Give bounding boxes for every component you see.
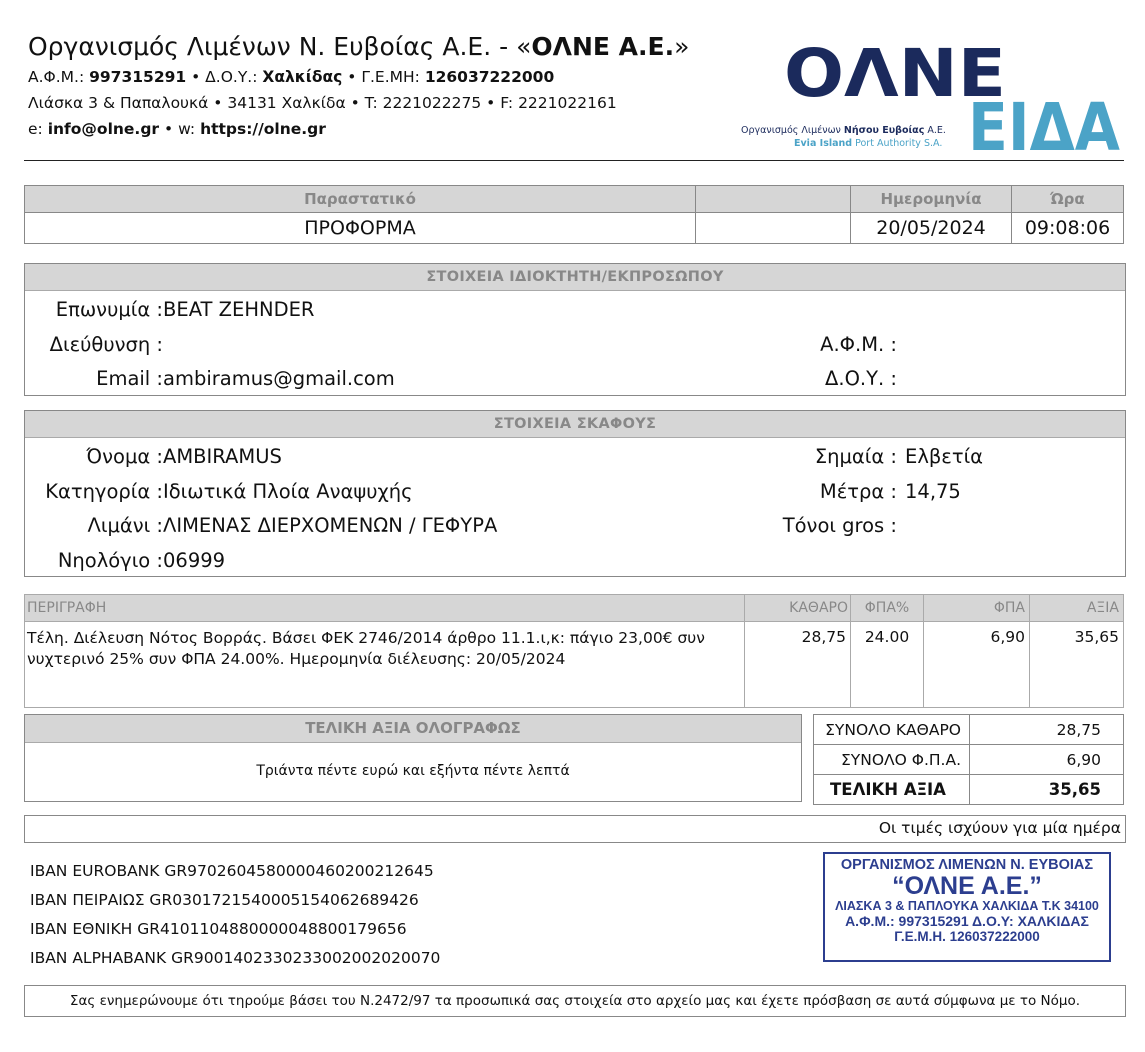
col-document-header: Παραστατικό: [25, 186, 696, 213]
header-divider: [24, 160, 1124, 161]
company-name: Οργανισμός Λιμένων Ν. Ευβοίας Α.Ε. - «ΟΛΝΕ Α.Ε.»: [28, 32, 690, 61]
vessel-port: ΛΙΜΕΝΑΣ ΔΙΕΡΧΟΜΕΝΩΝ / ΓΕΦΥΡΑ: [163, 514, 498, 537]
total-net: 28,75: [970, 715, 1124, 745]
company-header: [28, 30, 748, 142]
item-value: 35,65: [1030, 622, 1124, 708]
company-stamp: [823, 852, 1111, 962]
owner-name-label: Επωνυμία :: [55, 298, 163, 321]
stamp-line-2: “ΟΛΝΕ Α.Ε.”: [892, 872, 1042, 900]
document-type: ΠΡΟΦΟΡΜΑ: [25, 213, 696, 244]
owner-email: ambiramus@gmail.com: [163, 367, 395, 390]
item-description: Τέλη. Διέλευση Νότος Βορράς. Βάσει ΦΕΚ 2746/2014 άρθρο 11.1.ι,κ: πάγιο 23,00€ συν νυχτερινό 25% συν ΦΠΑ 24.00%. Ημερομηνία διέλευσης: 20/05/2024: [25, 622, 745, 708]
owner-email-row: [25, 360, 1125, 395]
owner-doy-label: Δ.Ο.Υ. :: [825, 367, 897, 390]
vessel-name-label: Όνομα :: [86, 445, 163, 468]
owner-name: BEAT ZEHNDER: [163, 298, 315, 321]
item-net: 28,75: [745, 622, 851, 708]
vessel-registry-label: Νηολόγιο :: [57, 548, 163, 572]
vessel-registry: 06999: [163, 548, 226, 572]
vessel-registry-row: [25, 542, 1125, 577]
vessel-length: 14,75: [905, 479, 961, 503]
vessel-gross-label: Τόνοι gros :: [782, 514, 897, 537]
total-in-words-box: [24, 714, 802, 802]
iban-piraeus: IBAN ΠΕΙΡΑΙΩΣ GR0301721540005154062689426: [30, 891, 419, 909]
iban-ethniki: IBAN ΕΘΝΙΚΗ GR4101104880000048800179656: [30, 920, 407, 938]
total-net-label: ΣΥΝΟΛΟ ΚΑΘΑΡΟ: [814, 715, 970, 745]
vessel-port-label: Λιμάνι :: [87, 514, 163, 537]
total-in-words-title: ΤΕΛΙΚΗ ΑΞΙΑ ΟΛΟΓΡΑΦΩΣ: [25, 715, 801, 743]
col-vat-header: ΦΠΑ: [924, 595, 1030, 622]
stamp-line-3: ΛΙΑΣΚΑ 3 & ΠΑΠΛΟΥΚΑ ΧΑΛΚΙΔΑ Τ.Κ 34100: [835, 899, 1099, 913]
final-total-label: ΤΕΛΙΚΗ ΑΞΙΑ: [814, 775, 970, 805]
document-date: 20/05/2024: [851, 213, 1012, 244]
logo-caption-greek: Οργανισμός Λιμένων Νήσου Ευβοίας Α.Ε.: [741, 125, 946, 136]
iban-list: [30, 857, 440, 973]
col-time-header: Ώρα: [1012, 186, 1124, 213]
total-in-words: Τριάντα πέντε ευρώ και εξήντα πέντε λεπτά: [256, 763, 570, 779]
vessel-category-label: Κατηγορία :: [45, 479, 163, 503]
final-total: 35,65: [970, 775, 1124, 805]
validity-note: Οι τιμές ισχύουν για μία ημέρα: [878, 819, 1121, 837]
vessel-name: AMBIRAMUS: [163, 445, 282, 468]
owner-name-row: [25, 291, 1125, 326]
col-vat-pct-header: ΦΠΑ%: [851, 595, 924, 622]
table-row: [25, 622, 1124, 708]
iban-eurobank: IBAN EUROBANK GR9702604580000460200212645: [30, 862, 434, 880]
document-time: 09:08:06: [1012, 213, 1124, 244]
privacy-notice: Σας ενημερώνουμε ότι τηρούμε βάσει του Ν.2472/97 τα προσωπικά σας στοιχεία στο αρχείο μας και έχετε πρόσβαση σε αυτά σύμφωνα με το Νόμο.: [24, 985, 1126, 1017]
col-date-header: Ημερομηνία: [851, 186, 1012, 213]
item-vat-pct: 24.00: [851, 622, 924, 708]
col-value-header: ΑΞΙΑ: [1030, 595, 1124, 622]
company-address: Λιάσκα 3 & Παπαλουκά • 34131 Χαλκίδα • T: 2221022275 • F: 2221022161: [28, 94, 617, 112]
logo-caption-english: Evia Island Port Authority S.A.: [794, 138, 943, 149]
total-vat-label: ΣΥΝΟΛΟ Φ.Π.Α.: [814, 745, 970, 775]
vessel-name-row: [25, 438, 1125, 473]
iban-alphabank: IBAN ALPHABANK GR9001402330233002002020070: [30, 949, 441, 967]
total-vat: 6,90: [970, 745, 1124, 775]
owner-afm-label: Α.Φ.Μ. :: [820, 332, 897, 356]
vessel-port-row: [25, 507, 1125, 542]
items-table: [24, 594, 1124, 708]
olne-logo: [738, 34, 1128, 156]
stamp-line-4: Α.Φ.Μ.: 997315291 Δ.Ο.Υ: ΧΑΛΚΙΔΑΣ: [845, 913, 1089, 929]
company-contact: e: info@olne.gr • w: https://olne.gr: [28, 120, 326, 138]
col-net-header: ΚΑΘΑΡΟ: [745, 595, 851, 622]
logo-word-olne: ΟΛΝΕ: [784, 35, 1006, 112]
vessel-category-row: [25, 473, 1125, 508]
document-info-table: [24, 185, 1124, 244]
company-website[interactable]: https://olne.gr: [200, 120, 326, 138]
vessel-length-label: Μέτρα :: [819, 479, 897, 503]
logo-word-eida: ΕΙΔΑ: [968, 89, 1120, 156]
vessel-section: [24, 410, 1126, 577]
stamp-line-5: Γ.Ε.Μ.Η. 126037222000: [894, 929, 1040, 944]
col-description-header: ΠΕΡΙΓΡΑΦΗ: [25, 595, 745, 622]
owner-address-row: [25, 326, 1125, 361]
col-empty-header: [696, 186, 851, 213]
document-empty: [696, 213, 851, 244]
vessel-flag-label: Σημαία :: [814, 445, 897, 468]
validity-note-box: [24, 815, 1126, 843]
owner-email-label: Email :: [96, 367, 163, 390]
stamp-line-1: ΟΡΓΑΝΙΣΜΟΣ ΛΙΜΕΝΩΝ Ν. ΕΥΒΟΙΑΣ: [840, 857, 1094, 873]
totals-table: [813, 714, 1124, 805]
owner-section: [24, 263, 1126, 396]
item-vat: 6,90: [924, 622, 1030, 708]
company-tax-line: Α.Φ.Μ.: 997315291 • Δ.Ο.Υ.: Χαλκίδας • Γ.Ε.ΜΗ: 126037222000: [28, 68, 555, 86]
owner-address-label: Διεύθυνση :: [49, 332, 163, 356]
vessel-category: Ιδιωτικά Πλοία Αναψυχής: [163, 479, 413, 503]
company-email[interactable]: info@olne.gr: [47, 120, 160, 138]
vessel-section-title: ΣΤΟΙΧΕΙΑ ΣΚΑΦΟΥΣ: [25, 410, 1125, 438]
owner-section-title: ΣΤΟΙΧΕΙΑ ΙΔΙΟΚΤΗΤΗ/ΕΚΠΡΟΣΩΠΟΥ: [25, 263, 1125, 291]
vessel-flag: Ελβετία: [905, 445, 984, 468]
